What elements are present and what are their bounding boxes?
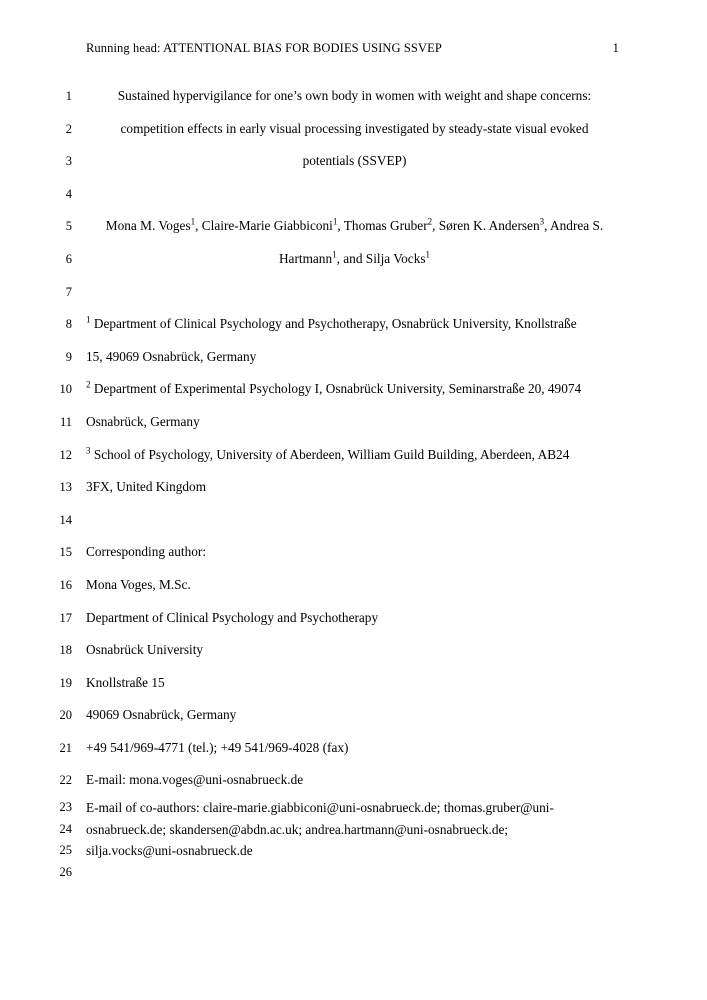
line-text: silja.vocks@uni-osnabrueck.de <box>86 843 253 859</box>
line-number: 1 <box>65 89 72 103</box>
manuscript-line <box>0 764 707 797</box>
line-number: 13 <box>59 480 72 495</box>
line-text: potentials (SSVEP) <box>302 153 407 169</box>
line-number: 20 <box>59 708 72 723</box>
line-text: osnabrueck.de; skandersen@abdn.ac.uk; andrea.hartmann@uni-osnabrueck.de; <box>86 821 509 837</box>
manuscript-line <box>0 602 707 635</box>
line-text: Osnabrück, Germany <box>86 413 200 429</box>
running-head-text: Running head: ATTENTIONAL BIAS FOR BODIES USING SSVEP <box>86 41 442 55</box>
line-number: 7 <box>65 284 72 299</box>
manuscript-line <box>0 819 707 841</box>
line-text: Mona M. Voges$^1$, Claire-Marie Giabbiconi$^1$, Thomas Gruber$^2$, Søren K. Andersen$^3$, Andrea S. <box>105 216 604 234</box>
line-number: 14 <box>59 512 72 527</box>
line-number: 22 <box>59 773 72 788</box>
line-text: E-mail of co-authors: claire-marie.giabbiconi@uni-osnabrueck.de; thomas.gruber@uni- <box>86 800 554 816</box>
line-number: 25 <box>59 843 72 858</box>
line-number: 17 <box>59 610 72 625</box>
manuscript-line <box>0 634 707 667</box>
line-number: 23 <box>59 800 72 815</box>
manuscript-line <box>0 667 707 700</box>
manuscript-line <box>0 504 707 537</box>
line-number: 4 <box>65 186 72 201</box>
manuscript-line <box>0 797 707 819</box>
line-text: Corresponding author: <box>86 544 207 560</box>
line-text: 3FX, United Kingdom <box>86 479 207 495</box>
line-number: 15 <box>59 545 72 560</box>
line-number: 19 <box>59 675 72 690</box>
line-text: E-mail: mona.voges@uni-osnabrueck.de <box>86 772 304 788</box>
manuscript-line <box>0 145 707 178</box>
line-text: $^2$ Department of Experimental Psychology I, Osnabrück University, Seminarstraße 20, 49074 <box>86 379 582 397</box>
line-number: 24 <box>59 821 72 836</box>
line-number: 11 <box>59 414 72 429</box>
manuscript-line <box>0 471 707 504</box>
page-number: 1 <box>612 41 619 55</box>
line-text: Hartmann$^1$, and Silja Vocks$^1$ <box>278 249 431 266</box>
line-number: 6 <box>65 251 72 266</box>
line-number: 16 <box>59 577 72 592</box>
line-number: 12 <box>59 447 72 462</box>
manuscript-line <box>0 276 707 309</box>
manuscript-line <box>0 569 707 602</box>
manuscript-line <box>0 80 707 113</box>
manuscript-line <box>0 840 707 862</box>
line-number: 26 <box>59 864 72 879</box>
line-text: 15, 49069 Osnabrück, Germany <box>86 348 257 364</box>
line-number: 8 <box>65 317 72 332</box>
line-number: 3 <box>65 154 72 169</box>
line-number: 9 <box>65 349 72 364</box>
line-number: 10 <box>59 382 72 397</box>
manuscript-line <box>0 536 707 569</box>
manuscript-line <box>0 308 707 341</box>
manuscript-line <box>0 113 707 146</box>
running-head <box>86 41 621 56</box>
manuscript-line <box>0 862 707 884</box>
line-number: 21 <box>59 740 72 755</box>
line-number: 18 <box>59 643 72 658</box>
manuscript-line <box>0 699 707 732</box>
line-number: 2 <box>65 121 72 136</box>
manuscript-line <box>0 439 707 472</box>
line-text: Sustained hypervigilance for one’s own body in women with weight and shape concerns: <box>117 88 592 103</box>
manuscript-line <box>0 406 707 439</box>
line-text: 49069 Osnabrück, Germany <box>86 707 237 723</box>
manuscript-line <box>0 732 707 765</box>
line-text: $^1$ Department of Clinical Psychology and Psychotherapy, Osnabrück University, Knollstraße <box>86 314 577 332</box>
manuscript-line <box>0 243 707 276</box>
line-text: Department of Clinical Psychology and Psychotherapy <box>86 609 379 625</box>
line-text: competition effects in early visual processing investigated by steady-state visual evoked <box>120 120 589 136</box>
line-text: Osnabrück University <box>86 642 204 658</box>
line-text: Mona Voges, M.Sc. <box>86 576 191 592</box>
manuscript-line <box>0 341 707 374</box>
manuscript-line <box>0 210 707 243</box>
manuscript-line <box>0 178 707 211</box>
line-text: Knollstraße 15 <box>86 674 165 690</box>
manuscript-body <box>0 80 707 883</box>
manuscript-line <box>0 373 707 406</box>
line-text: +49 541/969-4771 (tel.); +49 541/969-4028 (fax) <box>86 739 349 755</box>
line-text: $^3$ School of Psychology, University of Aberdeen, William Guild Building, Aberdeen, AB24 <box>86 445 570 462</box>
line-number: 5 <box>65 219 72 234</box>
